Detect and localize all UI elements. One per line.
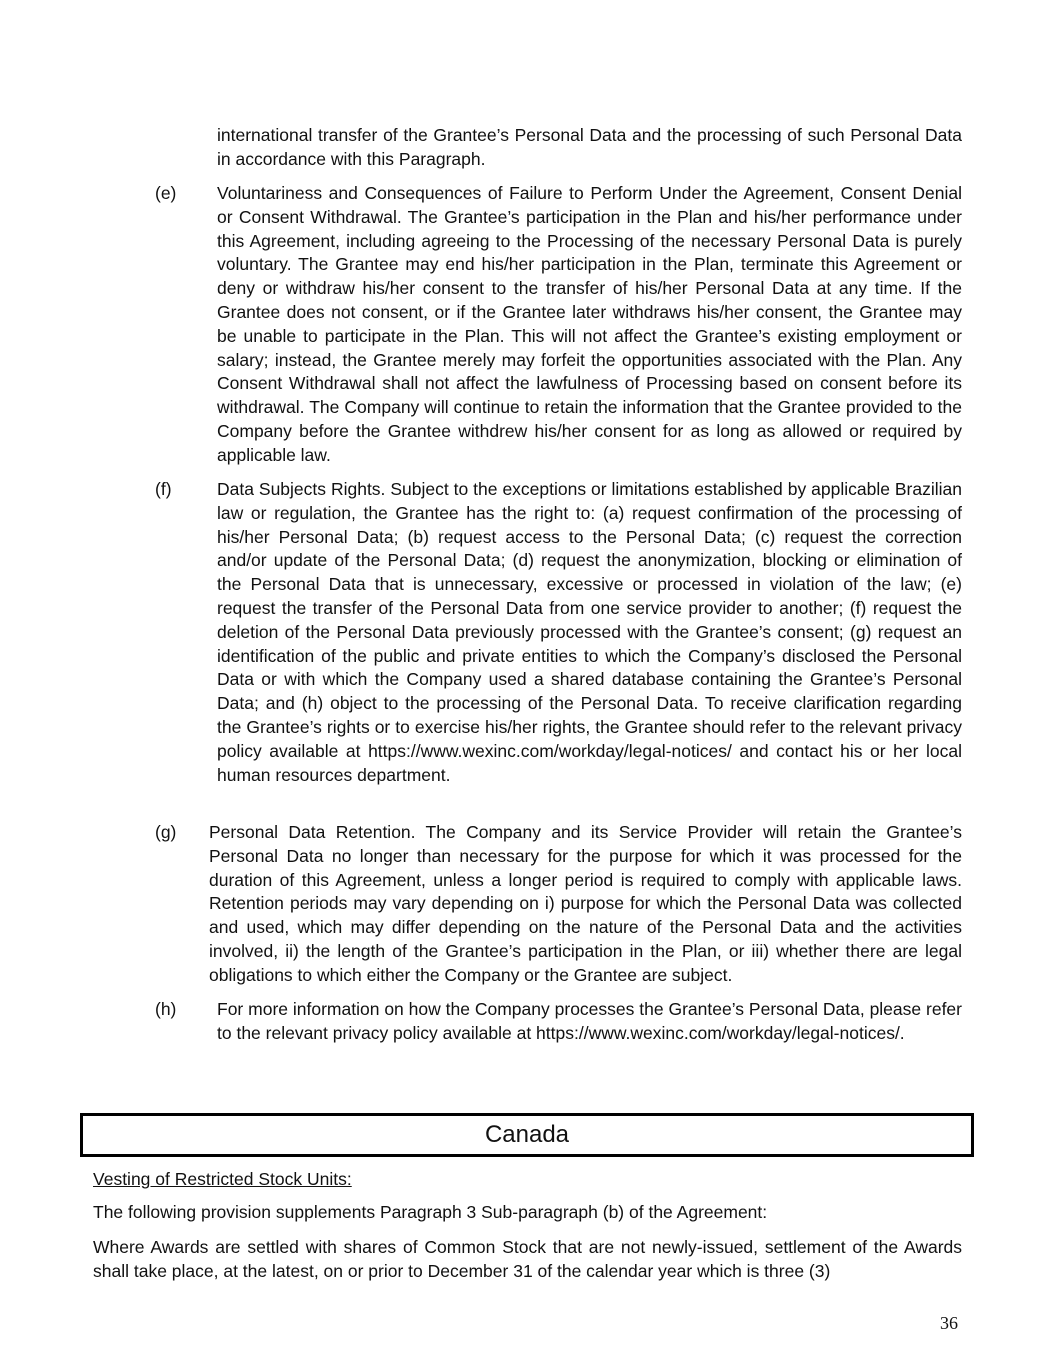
item-letter-g: (g) <box>155 822 177 842</box>
item-letter-h: (h) <box>155 999 177 1019</box>
country-heading-box <box>80 1113 974 1157</box>
country-heading: Canada <box>484 1121 570 1148</box>
item-f-paragraph: Data Subjects Rights. Subject to the exceptions or limitations established by applicable Brazilian law or regulation, the Grantee has the right to: (a) request confirmation of the processing of his/her Personal Data; (b) request access to the Personal Data; (c) request the correction and/or update of the Personal Data; (d) request the anonymization, blocking or elimination of the Personal Data that is unnecessary, excessive or processed in violation of the law; (e) request the transfer of the Personal Data from one service provider to another; (f) request the deletion of the Personal Data previously processed with the Grantee’s consent; (g) request an identification of the public and private entities to which the Company’s disclosed the Personal Data or with which the Company used a shared database containing the Grantee’s Personal Data; and (h) object to the processing of the Personal Data. To receive clarification regarding the Grantee’s rights or to exercise his/her rights, the Grantee should refer to the relevant privacy policy available at https://www.wexinc.com/workday/legal-notices/ and contact his or her local human resources department. <box>217 479 962 785</box>
item-letter-f: (f) <box>155 479 172 499</box>
settlement-paragraph: Where Awards are settled with shares of Common Stock that are not newly-issued, settlement of the Awards shall take place, at the latest, on or prior to December 31 of the calendar year which is three (3) <box>93 1237 962 1281</box>
intro-continuation-paragraph: international transfer of the Grantee’s Personal Data and the processing of such Personal Data in accordance with this Paragraph. <box>217 125 962 169</box>
item-g-paragraph: Personal Data Retention. The Company and its Service Provider will retain the Grantee’s Personal Data no longer than necessary for the purpose for which it was processed for the duration of this Agreement, unless a longer period is required to comply with applicable laws. Retention periods may vary depending on i) purpose for which the Personal Data was collected and used, which may differ depending on the nature of the Personal Data and the activities involved, ii) the length of the Grantee’s participation in the Plan, or iii) whether there are legal obligations to which either the Company or the Grantee are subject. <box>209 822 962 985</box>
page-number: 36 <box>940 1313 958 1333</box>
supplement-paragraph: The following provision supplements Paragraph 3 Sub-paragraph (b) of the Agreement: <box>93 1202 768 1222</box>
item-letter-e: (e) <box>155 183 177 203</box>
section-heading: Vesting of Restricted Stock Units: <box>93 1169 352 1189</box>
item-h-paragraph: For more information on how the Company processes the Grantee’s Personal Data, please refer to the relevant privacy policy available at https://www.wexinc.com/workday/legal-notices/. <box>217 999 962 1043</box>
item-e-paragraph: Voluntariness and Consequences of Failure to Perform Under the Agreement, Consent Denial or Consent Withdrawal. The Grantee’s participation in the Plan and his/her performance under this Agreement, including agreeing to the Processing of the necessary Personal Data is purely voluntary. The Grantee may end his/her participation in the Plan, terminate this Agreement or deny or withdraw his/her consent to the transfer of his/her Personal Data at any time. If the Grantee does not consent, or if the Grantee later withdraws his/her consent, the Grantee may be unable to participate in the Plan. This will not affect the Grantee’s existing employment or salary; instead, the Grantee merely may forfeit the opportunities associated with the Plan. Any Consent Withdrawal shall not affect the lawfulness of Processing based on consent before its withdrawal. The Company will continue to retain the information that the Grantee provided to the Company before the Grantee withdrew his/her consent for as long as allowed or required by applicable law. <box>217 183 962 465</box>
